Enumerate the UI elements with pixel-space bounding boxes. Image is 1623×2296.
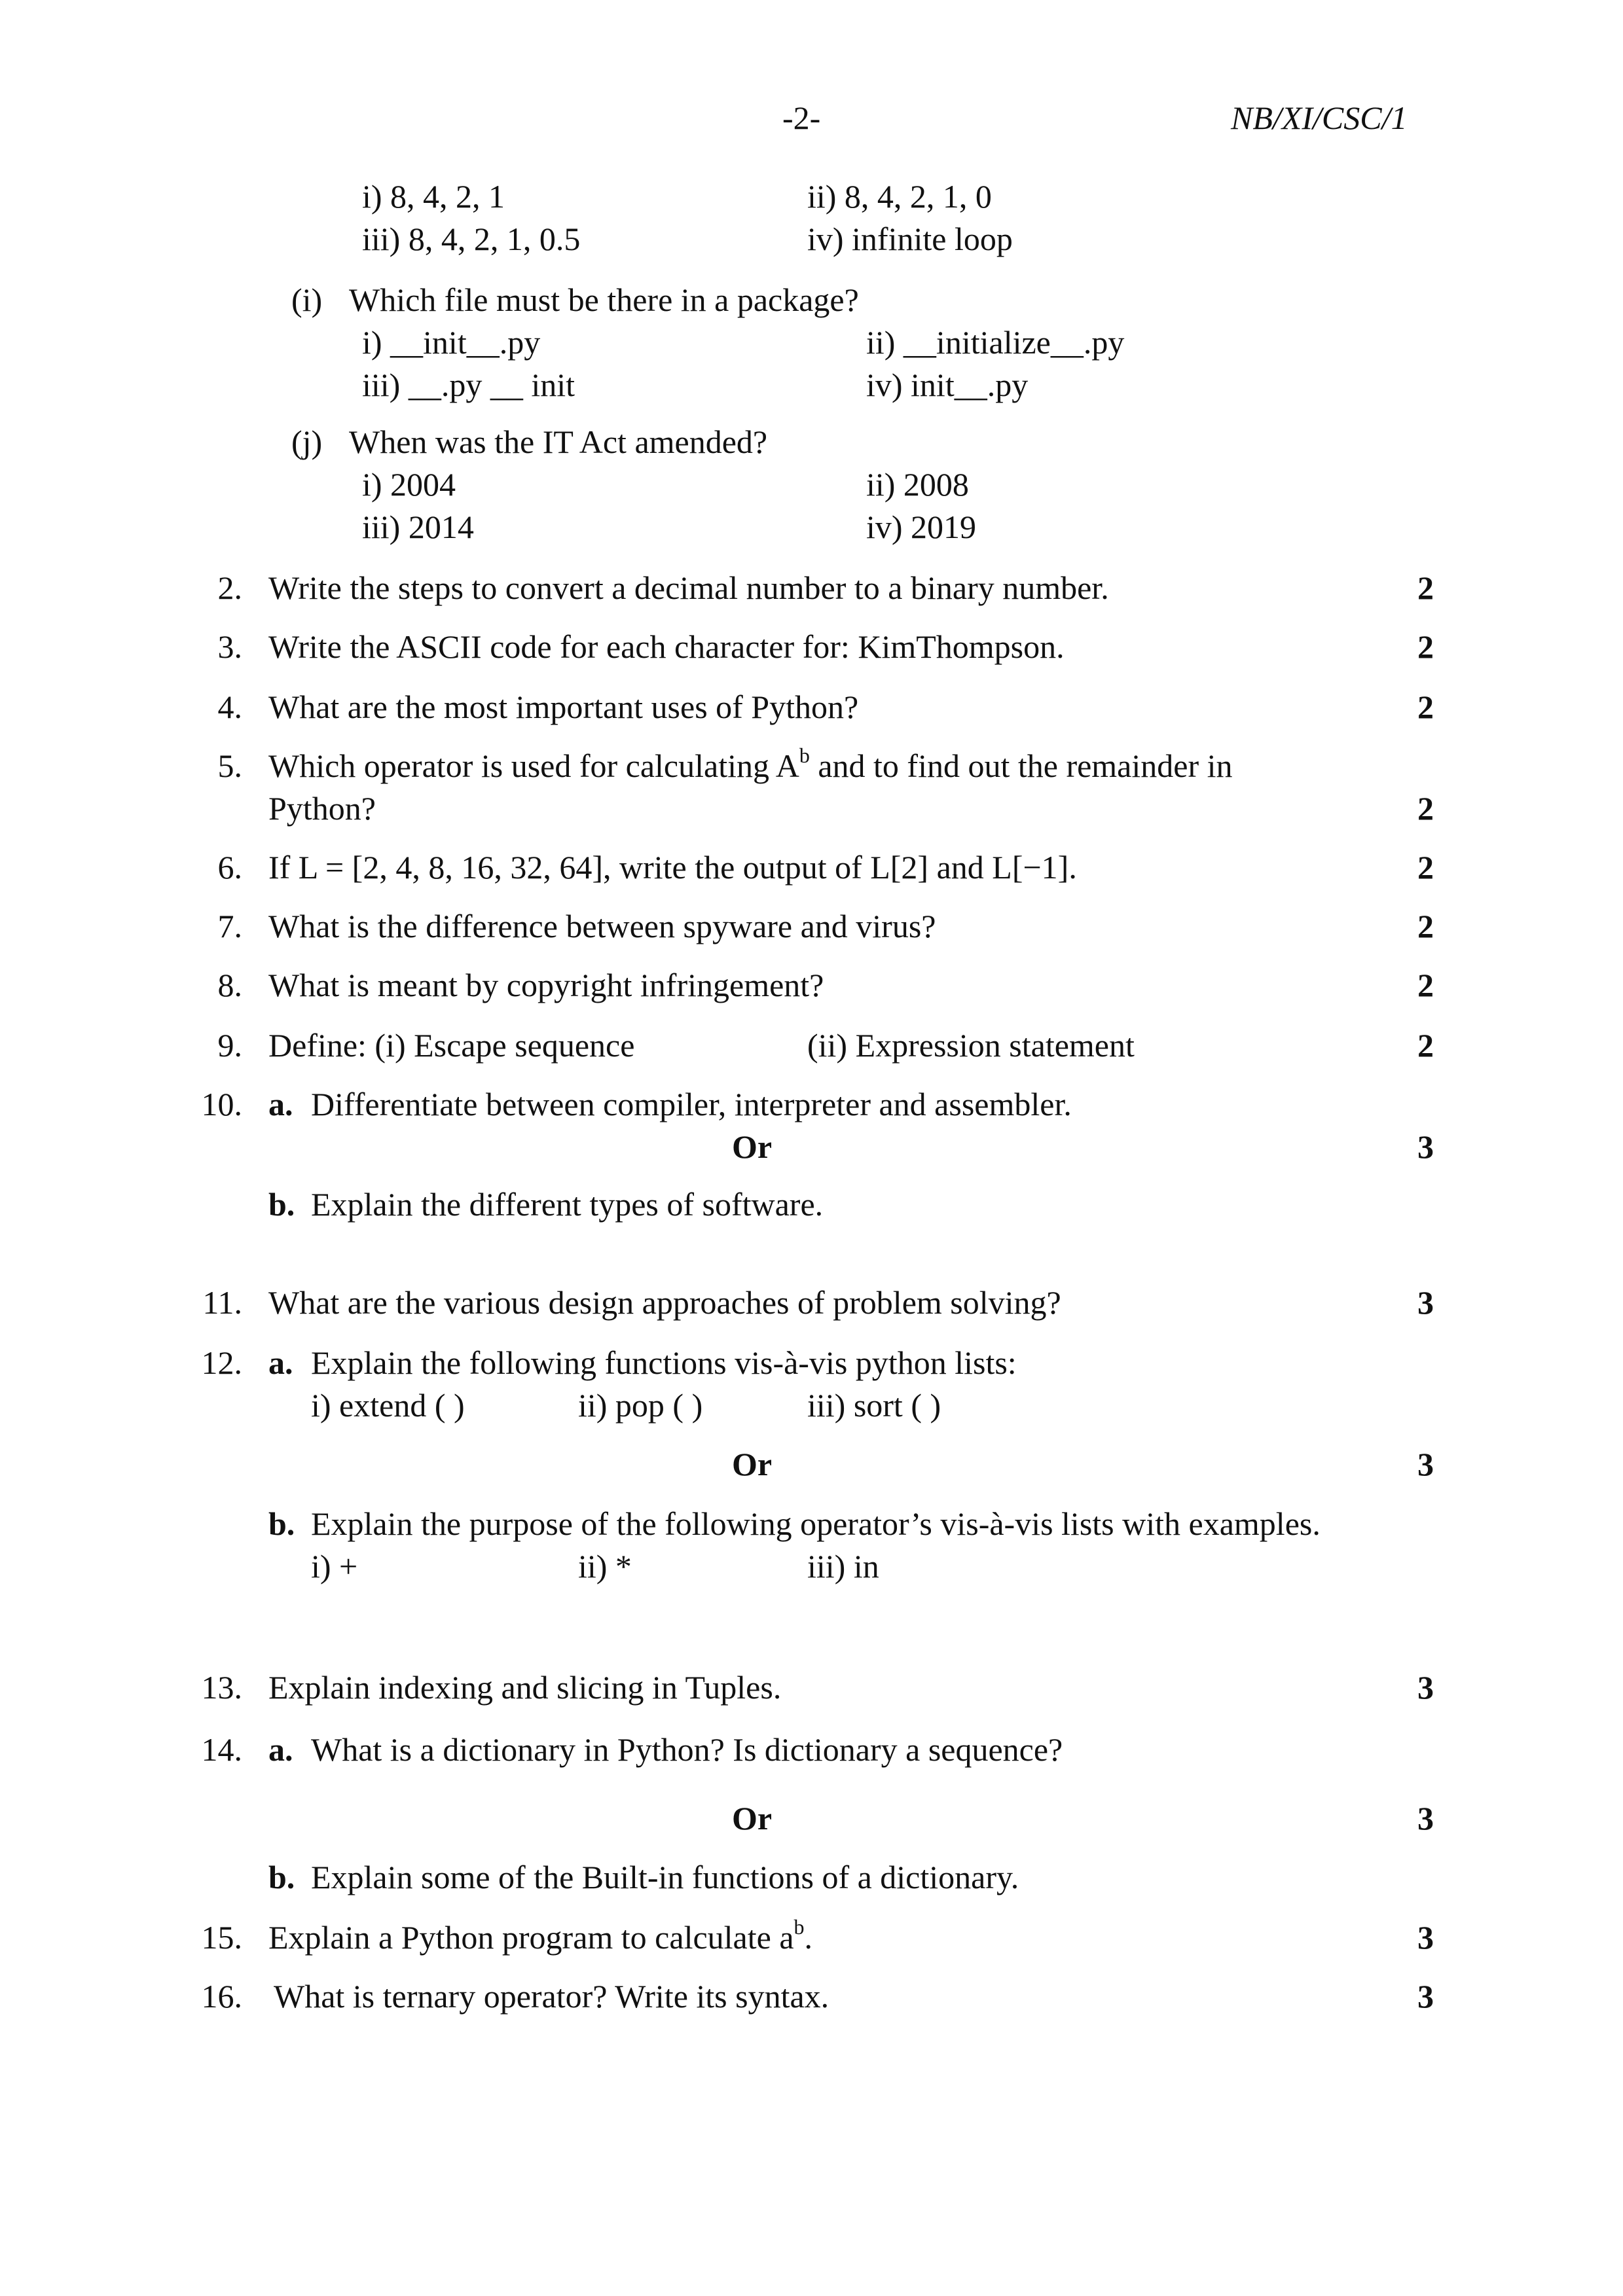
q1h-option-iii: iii) 8, 4, 2, 1, 0.5	[362, 221, 581, 257]
q5-text-continued: Python?	[268, 790, 376, 827]
q13-number: 13.	[201, 1669, 242, 1706]
q1j-option-iv: iv) 2019	[866, 509, 977, 545]
q1i-option-iv: iv) init__.py	[866, 367, 1029, 403]
q8-text: What is meant by copyright infringement?	[268, 967, 824, 1003]
q12-a-option-ii: ii) pop ( )	[578, 1387, 703, 1424]
q12-b-option-i: i) +	[311, 1548, 358, 1585]
q1h-option-i: i) 8, 4, 2, 1	[362, 178, 505, 215]
q13-text: Explain indexing and slicing in Tuples.	[268, 1669, 782, 1706]
q2-text: Write the steps to convert a decimal number to a binary number.	[268, 569, 1109, 606]
paper-code: NB/XI/CSC/1	[1231, 99, 1408, 136]
q14-b-text: Explain some of the Built-in functions of a dictionary.	[311, 1859, 1019, 1895]
q7-marks: 2	[1417, 908, 1434, 944]
q10-b-label: b.	[268, 1186, 295, 1223]
q15-text	[268, 1915, 813, 1956]
q9-marks: 2	[1417, 1027, 1434, 1064]
q6-text: If L = [2, 4, 8, 16, 32, 64], write the output of L[2] and L[−1].	[268, 849, 1077, 886]
q4-number: 4.	[217, 689, 242, 725]
q14-b-label: b.	[268, 1859, 295, 1895]
q12-b-text: Explain the purpose of the following operator’s vis-à-vis lists with examples.	[311, 1505, 1321, 1542]
q6-marks: 2	[1417, 849, 1434, 886]
q14-a-text: What is a dictionary in Python? Is dictionary a sequence?	[311, 1731, 1063, 1768]
q9-text-a: Define: (i) Escape sequence	[268, 1027, 635, 1064]
q1h-option-iv: iv) infinite loop	[807, 221, 1013, 257]
q12-a-option-i: i) extend ( )	[311, 1387, 465, 1424]
q10-marks: 3	[1417, 1128, 1434, 1165]
q6-number: 6.	[217, 849, 242, 886]
page-number: -2-	[782, 99, 821, 136]
q10-or: Or	[732, 1128, 773, 1165]
q11-marks: 3	[1417, 1284, 1434, 1321]
q13-marks: 3	[1417, 1669, 1434, 1706]
q15-text-tail: .	[804, 1919, 813, 1956]
q7-text: What is the difference between spyware and virus?	[268, 908, 936, 944]
q11-number: 11.	[202, 1284, 242, 1321]
q15-number: 15.	[201, 1919, 242, 1956]
q1i-option-ii: ii) __initialize__.py	[866, 324, 1125, 361]
q14-marks: 3	[1417, 1800, 1434, 1837]
q5-marks: 2	[1417, 790, 1434, 827]
q12-b-option-ii: ii) *	[578, 1548, 632, 1585]
q15-marks: 3	[1417, 1919, 1434, 1956]
q1i-question: Which file must be there in a package?	[349, 281, 859, 318]
q1i-option-iii: iii) __.py __ init	[362, 367, 575, 403]
q5-superscript: b	[799, 744, 810, 767]
q4-text: What are the most important uses of Python?	[268, 689, 859, 725]
q1h-option-ii: ii) 8, 4, 2, 1, 0	[807, 178, 992, 215]
q2-marks: 2	[1417, 569, 1434, 606]
q3-number: 3.	[217, 628, 242, 665]
q1j-option-iii: iii) 2014	[362, 509, 474, 545]
q5-number: 5.	[217, 747, 242, 784]
q5-text-a: Which operator is used for calculating A	[268, 747, 799, 784]
q15-superscript: b	[793, 1915, 805, 1939]
q16-marks: 3	[1417, 1978, 1434, 2015]
q4-marks: 2	[1417, 689, 1434, 725]
q14-a-label: a.	[268, 1731, 293, 1768]
q10-a-label: a.	[268, 1086, 293, 1122]
q7-number: 7.	[217, 908, 242, 944]
q9-number: 9.	[217, 1027, 242, 1064]
q3-marks: 2	[1417, 628, 1434, 665]
q1j-option-ii: ii) 2008	[866, 466, 969, 503]
q1j-question: When was the IT Act amended?	[349, 423, 768, 460]
q2-number: 2.	[217, 569, 242, 606]
q16-number: 16.	[201, 1978, 242, 2015]
q1i-option-i: i) __init__.py	[362, 324, 541, 361]
q1i-label: (i)	[291, 281, 323, 318]
q1j-option-i: i) 2004	[362, 466, 456, 503]
q12-a-option-iii: iii) sort ( )	[807, 1387, 941, 1424]
q12-b-option-iii: iii) in	[807, 1548, 879, 1585]
q12-a-text: Explain the following functions vis-à-vis python lists:	[311, 1344, 1017, 1381]
q5-text-b: and to find out the remainder in	[809, 747, 1233, 784]
q16-text: What is ternary operator? Write its syntax.	[274, 1978, 830, 2015]
q12-number: 12.	[201, 1344, 242, 1381]
q10-a-text: Differentiate between compiler, interpreter and assembler.	[311, 1086, 1072, 1122]
q12-or: Or	[732, 1446, 773, 1482]
q14-number: 14.	[201, 1731, 242, 1768]
q15-text-main: Explain a Python program to calculate a	[268, 1919, 794, 1956]
q3-text: Write the ASCII code for each character for: KimThompson.	[268, 628, 1065, 665]
q12-marks: 3	[1417, 1446, 1434, 1482]
q10-b-text: Explain the different types of software.	[311, 1186, 824, 1223]
q14-or: Or	[732, 1800, 773, 1837]
q12-a-label: a.	[268, 1344, 293, 1381]
q1j-label: (j)	[291, 423, 323, 460]
q8-number: 8.	[217, 967, 242, 1003]
q11-text: What are the various design approaches of problem solving?	[268, 1284, 1061, 1321]
q5-text	[268, 744, 1233, 784]
q8-marks: 2	[1417, 967, 1434, 1003]
q12-b-label: b.	[268, 1505, 295, 1542]
q10-number: 10.	[201, 1086, 242, 1122]
q9-text-b: (ii) Expression statement	[807, 1027, 1135, 1064]
